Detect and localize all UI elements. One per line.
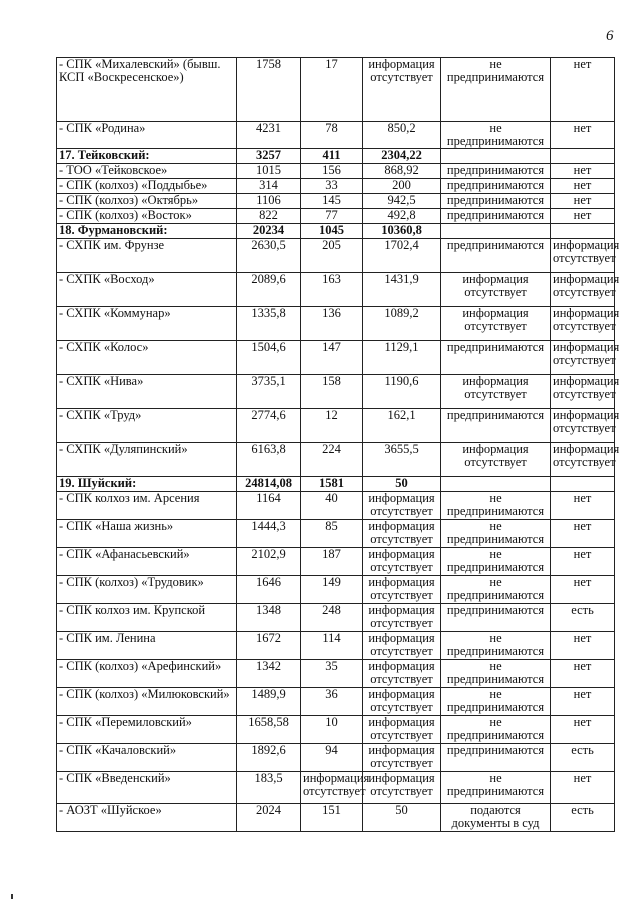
table-row xyxy=(57,307,615,341)
value-cell: информация отсутствует xyxy=(363,604,441,632)
area-cell: 1758 xyxy=(237,58,301,122)
value-cell: 1089,2 xyxy=(363,307,441,341)
farm-name: - СХПК «Колос» xyxy=(57,341,237,375)
measures-cell: информация отсутствует xyxy=(441,307,551,341)
measures-cell xyxy=(441,224,551,239)
workers-cell: 12 xyxy=(301,409,363,443)
flag-cell: информация отсутствует xyxy=(551,409,615,443)
table-row xyxy=(57,520,615,548)
workers-cell: 1581 xyxy=(301,477,363,492)
workers-cell: 136 xyxy=(301,307,363,341)
page-number: 6 xyxy=(606,28,614,44)
measures-cell: не предпринимаются xyxy=(441,492,551,520)
area-cell: 1348 xyxy=(237,604,301,632)
farm-name: - СХПК «Восход» xyxy=(57,273,237,307)
area-cell: 1658,58 xyxy=(237,716,301,744)
farm-name: - СПК «Афанасьевский» xyxy=(57,548,237,576)
workers-cell: 10 xyxy=(301,716,363,744)
area-cell: 1106 xyxy=(237,194,301,209)
area-cell: 1646 xyxy=(237,576,301,604)
farm-name: - СХПК им. Фрунзе xyxy=(57,239,237,273)
value-cell: информация отсутствует xyxy=(363,744,441,772)
value-cell: информация отсутствует xyxy=(363,660,441,688)
value-cell: 850,2 xyxy=(363,122,441,149)
table-row xyxy=(57,58,615,122)
workers-cell: 40 xyxy=(301,492,363,520)
workers-cell: 163 xyxy=(301,273,363,307)
measures-cell: не предпринимаются xyxy=(441,660,551,688)
flag-cell: нет xyxy=(551,520,615,548)
measures-cell: не предпринимаются xyxy=(441,716,551,744)
measures-cell: не предпринимаются xyxy=(441,548,551,576)
flag-cell: нет xyxy=(551,548,615,576)
workers-cell: 17 xyxy=(301,58,363,122)
district-row xyxy=(57,477,615,492)
flag-cell: есть xyxy=(551,804,615,832)
scan-mark xyxy=(11,894,13,899)
district-row xyxy=(57,224,615,239)
measures-cell: не предпринимаются xyxy=(441,520,551,548)
flag-cell: нет xyxy=(551,632,615,660)
area-cell: 822 xyxy=(237,209,301,224)
value-cell: информация отсутствует xyxy=(363,576,441,604)
table-row xyxy=(57,604,615,632)
value-cell: информация отсутствует xyxy=(363,632,441,660)
area-cell: 1342 xyxy=(237,660,301,688)
workers-cell: 187 xyxy=(301,548,363,576)
farm-name: - СПК «Наша жизнь» xyxy=(57,520,237,548)
area-cell: 1489,9 xyxy=(237,688,301,716)
value-cell: 492,8 xyxy=(363,209,441,224)
farm-name: - СПК «Родина» xyxy=(57,122,237,149)
workers-cell: 33 xyxy=(301,179,363,194)
workers-cell: 149 xyxy=(301,576,363,604)
flag-cell xyxy=(551,149,615,164)
flag-cell: нет xyxy=(551,179,615,194)
measures-cell: не предпринимаются xyxy=(441,58,551,122)
table-row xyxy=(57,341,615,375)
value-cell: 200 xyxy=(363,179,441,194)
value-cell: информация отсутствует xyxy=(363,688,441,716)
value-cell: информация отсутствует xyxy=(363,716,441,744)
measures-cell: предпринимаются xyxy=(441,209,551,224)
flag-cell: нет xyxy=(551,576,615,604)
flag-cell: есть xyxy=(551,604,615,632)
workers-cell: 77 xyxy=(301,209,363,224)
flag-cell: нет xyxy=(551,688,615,716)
workers-cell: 85 xyxy=(301,520,363,548)
table-row xyxy=(57,122,615,149)
value-cell: информация отсутствует xyxy=(363,492,441,520)
farm-name: - СПК «Введенский» xyxy=(57,772,237,804)
workers-cell: 411 xyxy=(301,149,363,164)
value-cell: 942,5 xyxy=(363,194,441,209)
value-cell: информация отсутствует xyxy=(363,520,441,548)
value-cell: 868,92 xyxy=(363,164,441,179)
farm-name: - СХПК «Нива» xyxy=(57,375,237,409)
flag-cell: есть xyxy=(551,744,615,772)
measures-cell: предпринимаются xyxy=(441,341,551,375)
farm-name: - СПК «Перемиловский» xyxy=(57,716,237,744)
flag-cell: информация отсутствует xyxy=(551,239,615,273)
farm-name: - СПК (колхоз) «Восток» xyxy=(57,209,237,224)
table-row xyxy=(57,804,615,832)
measures-cell: предпринимаются xyxy=(441,409,551,443)
value-cell: информация отсутствует xyxy=(363,548,441,576)
farms-table xyxy=(56,57,620,832)
workers-cell: 78 xyxy=(301,122,363,149)
value-cell: 2304,22 xyxy=(363,149,441,164)
table-row xyxy=(57,409,615,443)
area-cell: 20234 xyxy=(237,224,301,239)
flag-cell: информация отсутствует xyxy=(551,307,615,341)
workers-cell: 35 xyxy=(301,660,363,688)
flag-cell: нет xyxy=(551,164,615,179)
farm-name: - СПК (колхоз) «Трудовик» xyxy=(57,576,237,604)
area-cell: 1672 xyxy=(237,632,301,660)
workers-cell: информация отсутствует xyxy=(301,772,363,804)
measures-cell: предпринимаются xyxy=(441,604,551,632)
table-row xyxy=(57,273,615,307)
table-row xyxy=(57,660,615,688)
farm-name: - СПК (колхоз) «Октябрь» xyxy=(57,194,237,209)
area-cell: 1335,8 xyxy=(237,307,301,341)
area-cell: 24814,08 xyxy=(237,477,301,492)
workers-cell: 114 xyxy=(301,632,363,660)
measures-cell: информация отсутствует xyxy=(441,273,551,307)
table-row xyxy=(57,239,615,273)
measures-cell: не предпринимаются xyxy=(441,772,551,804)
measures-cell: не предпринимаются xyxy=(441,576,551,604)
farm-name: - СПК «Качаловский» xyxy=(57,744,237,772)
measures-cell: информация отсутствует xyxy=(441,375,551,409)
table-row xyxy=(57,179,615,194)
farm-name: - СПК «Михалевский» (бывш. КСП «Воскресенское») xyxy=(57,58,237,122)
area-cell: 4231 xyxy=(237,122,301,149)
measures-cell: не предпринимаются xyxy=(441,122,551,149)
table-row xyxy=(57,744,615,772)
area-cell: 3257 xyxy=(237,149,301,164)
farm-name: - СПК им. Ленина xyxy=(57,632,237,660)
measures-cell: не предпринимаются xyxy=(441,632,551,660)
farm-name: - АОЗТ «Шуйское» xyxy=(57,804,237,832)
area-cell: 314 xyxy=(237,179,301,194)
measures-cell xyxy=(441,149,551,164)
farm-name: - СХПК «Дуляпинский» xyxy=(57,443,237,477)
flag-cell xyxy=(551,224,615,239)
table-row xyxy=(57,164,615,179)
workers-cell: 224 xyxy=(301,443,363,477)
measures-cell: предпринимаются xyxy=(441,239,551,273)
workers-cell: 158 xyxy=(301,375,363,409)
flag-cell: информация отсутствует xyxy=(551,273,615,307)
area-cell: 1504,6 xyxy=(237,341,301,375)
flag-cell: информация отсутствует xyxy=(551,443,615,477)
area-cell: 3735,1 xyxy=(237,375,301,409)
table-row xyxy=(57,194,615,209)
area-cell: 2630,5 xyxy=(237,239,301,273)
table-row xyxy=(57,772,615,804)
area-cell: 183,5 xyxy=(237,772,301,804)
farm-name: - СПК (колхоз) «Арефинский» xyxy=(57,660,237,688)
flag-cell: нет xyxy=(551,209,615,224)
table-row xyxy=(57,716,615,744)
value-cell: 1431,9 xyxy=(363,273,441,307)
measures-cell xyxy=(441,477,551,492)
measures-cell: подаются документы в суд xyxy=(441,804,551,832)
flag-cell xyxy=(551,477,615,492)
flag-cell: информация отсутствует xyxy=(551,341,615,375)
workers-cell: 205 xyxy=(301,239,363,273)
farm-name: - СХПК «Коммунар» xyxy=(57,307,237,341)
table-row xyxy=(57,632,615,660)
value-cell: 50 xyxy=(363,804,441,832)
area-cell: 1444,3 xyxy=(237,520,301,548)
workers-cell: 248 xyxy=(301,604,363,632)
farm-name: - СХПК «Труд» xyxy=(57,409,237,443)
flag-cell: нет xyxy=(551,194,615,209)
value-cell: 10360,8 xyxy=(363,224,441,239)
table-row xyxy=(57,688,615,716)
workers-cell: 151 xyxy=(301,804,363,832)
workers-cell: 156 xyxy=(301,164,363,179)
farm-name: - ТОО «Тейковское» xyxy=(57,164,237,179)
flag-cell: нет xyxy=(551,660,615,688)
measures-cell: предпринимаются xyxy=(441,179,551,194)
value-cell: 162,1 xyxy=(363,409,441,443)
table-row xyxy=(57,209,615,224)
table-row xyxy=(57,576,615,604)
workers-cell: 1045 xyxy=(301,224,363,239)
farm-name: - СПК (колхоз) «Милюковский» xyxy=(57,688,237,716)
area-cell: 1164 xyxy=(237,492,301,520)
area-cell: 2102,9 xyxy=(237,548,301,576)
area-cell: 2024 xyxy=(237,804,301,832)
farm-name: 17. Тейковский: xyxy=(57,149,237,164)
table-row xyxy=(57,443,615,477)
farm-name: - СПК (колхоз) «Поддыбье» xyxy=(57,179,237,194)
value-cell: информация отсутствует xyxy=(363,772,441,804)
flag-cell: нет xyxy=(551,122,615,149)
farm-name: - СПК колхоз им. Крупской xyxy=(57,604,237,632)
area-cell: 1892,6 xyxy=(237,744,301,772)
farm-name: 18. Фурмановский: xyxy=(57,224,237,239)
value-cell: 50 xyxy=(363,477,441,492)
area-cell: 1015 xyxy=(237,164,301,179)
flag-cell: нет xyxy=(551,772,615,804)
value-cell: 3655,5 xyxy=(363,443,441,477)
table-row xyxy=(57,548,615,576)
table-row xyxy=(57,492,615,520)
workers-cell: 147 xyxy=(301,341,363,375)
flag-cell: нет xyxy=(551,58,615,122)
farm-name: - СПК колхоз им. Арсения xyxy=(57,492,237,520)
farm-name: 19. Шуйский: xyxy=(57,477,237,492)
district-row xyxy=(57,149,615,164)
workers-cell: 145 xyxy=(301,194,363,209)
flag-cell: информация отсутствует xyxy=(551,375,615,409)
value-cell: 1702,4 xyxy=(363,239,441,273)
value-cell: 1190,6 xyxy=(363,375,441,409)
flag-cell: нет xyxy=(551,492,615,520)
workers-cell: 94 xyxy=(301,744,363,772)
value-cell: 1129,1 xyxy=(363,341,441,375)
measures-cell: не предпринимаются xyxy=(441,688,551,716)
area-cell: 2089,6 xyxy=(237,273,301,307)
measures-cell: предпринимаются xyxy=(441,744,551,772)
table-row xyxy=(57,375,615,409)
flag-cell: нет xyxy=(551,716,615,744)
area-cell: 6163,8 xyxy=(237,443,301,477)
workers-cell: 36 xyxy=(301,688,363,716)
measures-cell: предпринимаются xyxy=(441,164,551,179)
value-cell: информация отсутствует xyxy=(363,58,441,122)
measures-cell: информация отсутствует xyxy=(441,443,551,477)
area-cell: 2774,6 xyxy=(237,409,301,443)
measures-cell: предпринимаются xyxy=(441,194,551,209)
